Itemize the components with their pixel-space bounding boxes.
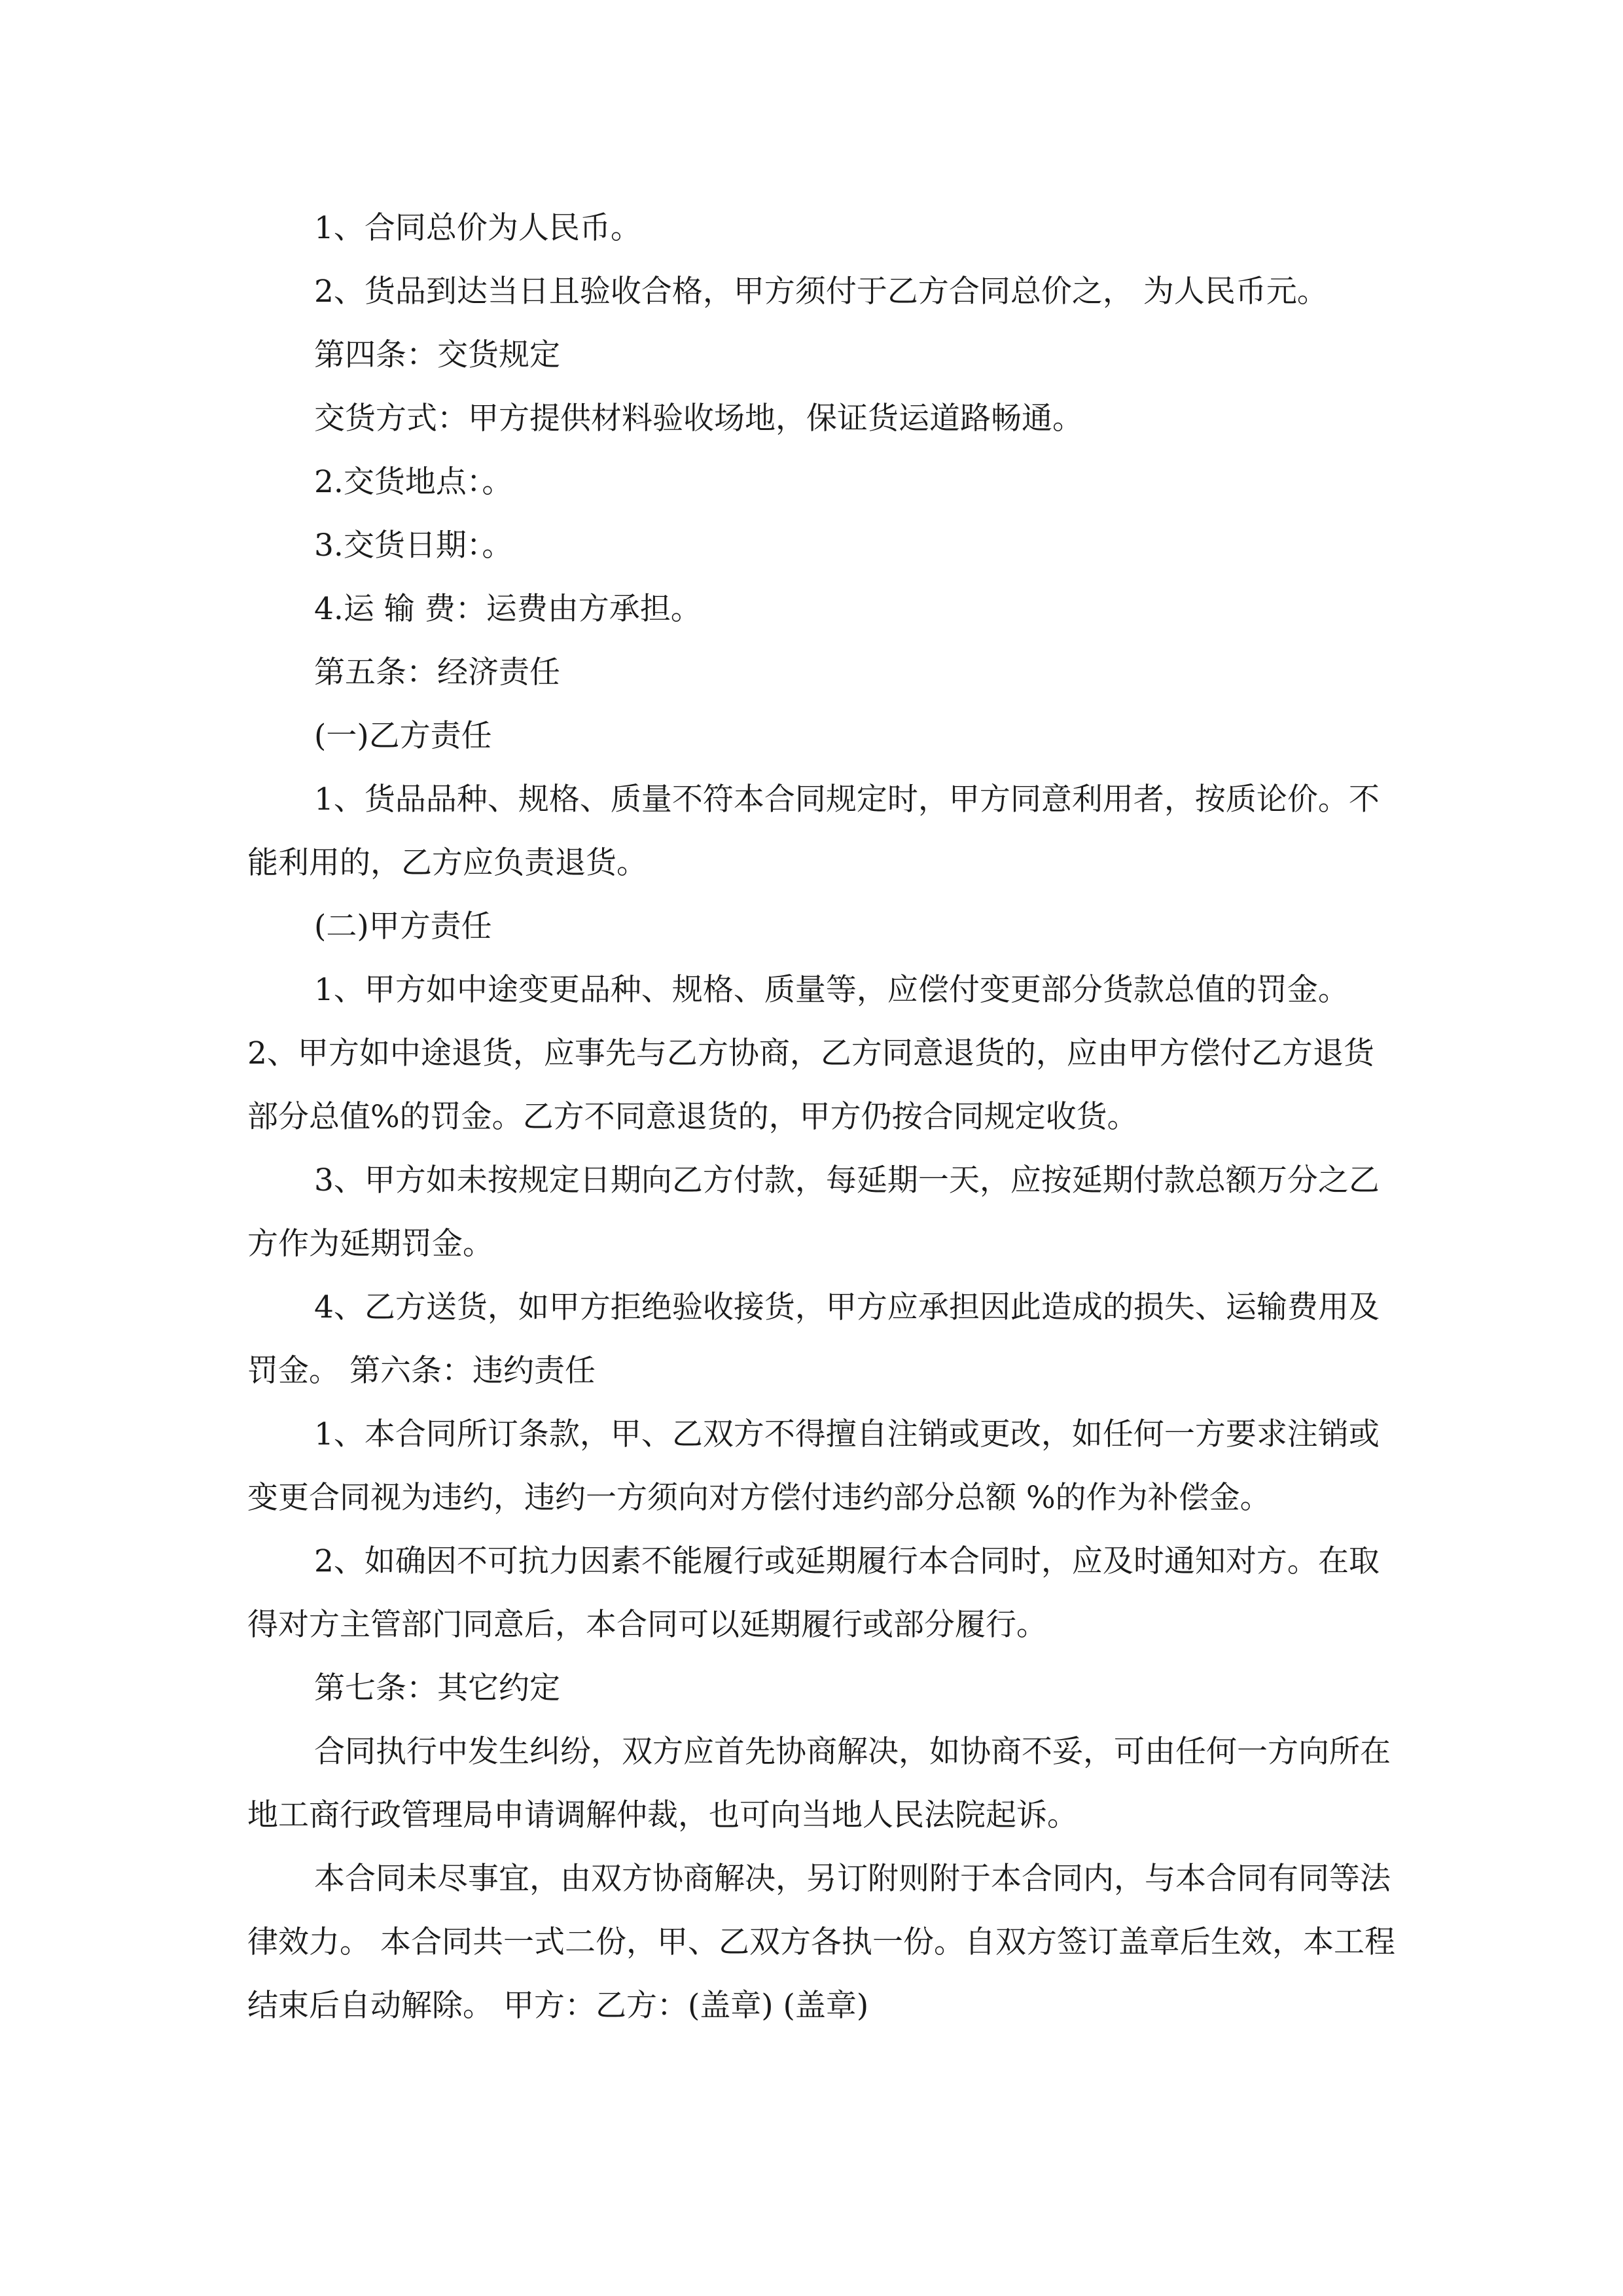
paragraph-party-b-1: 1、货品品种、规格、质量不符本合同规定时，甲方同意利用者，按质论价。不能利用的，乙方应负责退货。 — [247, 781, 1380, 881]
article-5-heading: 第五条：经济责任 — [314, 655, 560, 691]
paragraph-1: 1、合同总价为人民币。 — [314, 210, 641, 246]
paragraph-delivery-location: 2.交货地点：。 — [314, 464, 513, 500]
article-4-heading: 第四条：交货规定 — [314, 337, 560, 373]
paragraph-party-a-2: 2、甲方如中途退货，应事先与乙方协商，乙方同意退货的，应由甲方偿付乙方退货部分总值%的罚金。乙方不同意退货的，甲方仍按合同规定收货。 — [247, 1035, 1374, 1135]
document-body — [247, 196, 1399, 2037]
paragraph-delivery-date: 3.交货日期：。 — [314, 528, 513, 564]
paragraph-closing: 本合同未尽事宜，由双方协商解决，另订附则附于本合同内，与本合同有同等法律效力。 本合同共一式二份，甲、乙双方各执一份。自双方签订盖章后生效，本工程结束后自动解除。 甲方：乙方：(盖章) (盖章) — [247, 1861, 1395, 2024]
paragraph-party-a-3: 3、甲方如未按规定日期向乙方付款，每延期一天，应按延期付款总额万分之乙方作为延期罚金。 — [247, 1162, 1380, 1262]
section-party-a-heading: (二)甲方责任 — [314, 908, 492, 944]
section-party-b-heading: (一)乙方责任 — [314, 718, 492, 754]
paragraph-breach-2: 2、如确因不可抗力因素不能履行或延期履行本合同时，应及时通知对方。在取得对方主管部门同意后，本合同可以延期履行或部分履行。 — [247, 1543, 1380, 1643]
paragraph-freight: 4.运 输 费：运费由方承担。 — [314, 591, 702, 627]
paragraph-delivery-method: 交货方式：甲方提供材料验收场地，保证货运道路畅通。 — [314, 401, 1083, 437]
paragraph-2: 2、货品到达当日且验收合格，甲方须付于乙方合同总价之， 为人民币元。 — [314, 274, 1328, 310]
paragraph-party-a-4: 4、乙方送货，如甲方拒绝验收接货，甲方应承担因此造成的损失、运输费用及罚金。 第六条：违约责任 — [247, 1289, 1380, 1389]
paragraph-disputes: 合同执行中发生纠纷，双方应首先协商解决，如协商不妥，可由任何一方向所在地工商行政管理局申请调解仲裁，也可向当地人民法院起诉。 — [247, 1734, 1391, 1833]
article-7-heading: 第七条：其它约定 — [314, 1670, 560, 1706]
paragraph-breach-1: 1、本合同所订条款，甲、乙双方不得擅自注销或更改，如任何一方要求注销或变更合同视为违约，违约一方须向对方偿付违约部分总额 %的作为补偿金。 — [247, 1416, 1380, 1516]
paragraph-party-a-1: 1、甲方如中途变更品种、规格、质量等，应偿付变更部分货款总值的罚金。 — [314, 972, 1349, 1008]
